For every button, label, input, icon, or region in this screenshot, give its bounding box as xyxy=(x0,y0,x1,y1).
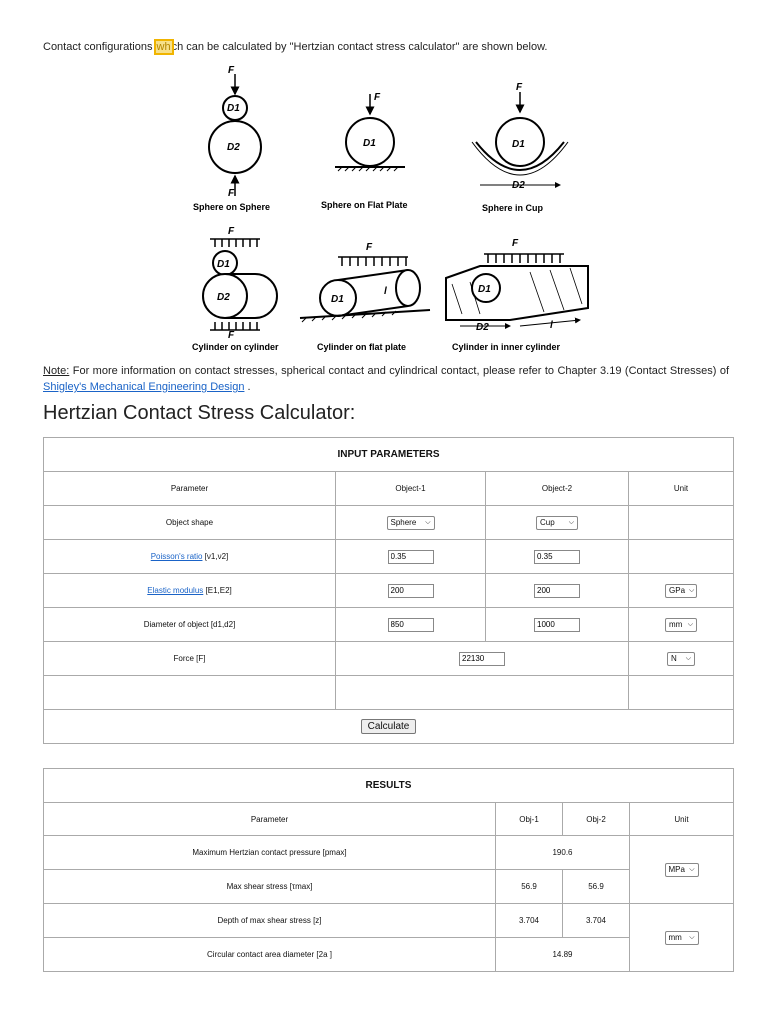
note-paragraph xyxy=(43,363,729,395)
force-input[interactable] xyxy=(459,652,505,666)
label-cylinder-in-inner-cylinder: Cylinder in inner cylinder xyxy=(452,342,561,352)
shape2-select[interactable]: Cup ⌵ xyxy=(536,516,578,530)
chevron-down-icon: ⌵ xyxy=(425,518,431,526)
sphere-in-cup-diagram xyxy=(472,82,568,213)
label-sphere-on-flat-plate: Sphere on Flat Plate xyxy=(321,200,408,210)
svg-text:D1: D1 xyxy=(478,284,491,295)
svg-text:F: F xyxy=(374,92,381,103)
area-value: 14.89 xyxy=(496,938,630,972)
depth1-value: 3.704 xyxy=(496,904,563,938)
poisson-link[interactable]: Poisson's ratio xyxy=(150,552,203,561)
svg-text:F: F xyxy=(228,330,235,341)
cylinder-in-inner-cylinder-diagram xyxy=(446,238,588,352)
sphere-on-flat-plate-diagram xyxy=(321,92,408,210)
results-header-obj1: Obj-1 xyxy=(496,803,563,836)
label-cylinder-on-cylinder: Cylinder on cylinder xyxy=(192,342,279,352)
chevron-down-icon: ⌵ xyxy=(685,654,692,662)
calculate-button[interactable]: Calculate xyxy=(361,719,417,734)
shigley-link[interactable]: Shigley's Mechanical Engineering Design xyxy=(43,381,245,393)
page-title: Hertzian Contact Stress Calculator: xyxy=(43,402,356,424)
poisson2-input[interactable] xyxy=(534,550,580,564)
pressure-unit-select[interactable]: MPa ⌵ xyxy=(665,863,699,877)
header-object-1: Object-1 xyxy=(336,472,486,506)
svg-text:D1: D1 xyxy=(331,294,344,305)
force-unit-select[interactable]: N ⌵ xyxy=(667,652,695,666)
pmax-value: 190.6 xyxy=(496,836,630,870)
cylinder-on-cylinder-diagram xyxy=(192,226,279,352)
tau2-value: 56.9 xyxy=(563,870,630,904)
svg-text:D2: D2 xyxy=(512,180,525,191)
svg-text:D1: D1 xyxy=(363,138,376,149)
d2-symbol: D2 xyxy=(227,142,240,153)
results-header-parameter: Parameter xyxy=(44,803,496,836)
diameter-unit-select[interactable]: mm ⌵ xyxy=(665,618,697,632)
tau-label: Max shear stress [τmax] xyxy=(44,870,496,904)
contact-configurations-figure xyxy=(180,58,600,358)
label-sphere-on-sphere: Sphere on Sphere xyxy=(193,202,271,212)
chevron-down-icon: ⌵ xyxy=(689,933,695,941)
results-title: RESULTS xyxy=(44,769,734,803)
header-parameter: Parameter xyxy=(44,472,336,506)
contact-diagrams xyxy=(180,58,600,358)
svg-text:F: F xyxy=(512,238,519,249)
svg-text:D2: D2 xyxy=(217,292,230,303)
shape1-select[interactable]: Sphere ⌵ xyxy=(387,516,435,530)
chevron-down-icon: ⌵ xyxy=(568,518,574,526)
svg-text:D1: D1 xyxy=(512,139,525,150)
chevron-down-icon: ⌵ xyxy=(687,620,694,628)
note-text: For more information on contact stresses, spherical contact and cylindrical contact, please refer to Chapter 3.19 (Contact Stresses) of xyxy=(69,365,729,377)
poisson1-input[interactable] xyxy=(388,550,434,564)
chevron-down-icon: ⌵ xyxy=(689,865,695,873)
depth2-value: 3.704 xyxy=(563,904,630,938)
tau1-value: 56.9 xyxy=(496,870,563,904)
intro-post: ch can be calculated by "Hertzian contact stress calculator" are shown below. xyxy=(171,41,548,53)
svg-text:l: l xyxy=(550,320,553,331)
diameter1-input[interactable] xyxy=(388,618,434,632)
svg-text:F: F xyxy=(228,188,235,199)
elastic2-input[interactable] xyxy=(534,584,580,598)
area-label: Circular contact area diameter [2a ] xyxy=(44,938,496,972)
elastic1-input[interactable] xyxy=(388,584,434,598)
svg-text:F: F xyxy=(366,242,373,253)
note-end: . xyxy=(244,381,251,393)
svg-text:D2: D2 xyxy=(476,322,489,333)
svg-text:D1: D1 xyxy=(217,259,230,270)
elastic-unit-select[interactable]: GPa ⌵ xyxy=(665,584,697,598)
intro-text xyxy=(43,41,547,53)
diameter2-input[interactable] xyxy=(534,618,580,632)
depth-label: Depth of max shear stress [z] xyxy=(44,904,496,938)
shape-label: Object shape xyxy=(44,506,336,540)
diameter-label: Diameter of object [d1,d2] xyxy=(44,608,336,642)
header-unit: Unit xyxy=(629,472,734,506)
results-table xyxy=(43,768,734,972)
force-symbol: F xyxy=(228,65,235,76)
svg-text:F: F xyxy=(516,82,523,93)
elastic-link[interactable]: Elastic modulus xyxy=(147,586,204,595)
chevron-down-icon: ⌵ xyxy=(689,586,695,594)
sphere-on-sphere-diagram xyxy=(193,65,270,212)
force-label: Force [F] xyxy=(44,642,336,676)
note-label: Note: xyxy=(43,365,70,377)
poisson-label: Poisson's ratio [ν1,ν2] xyxy=(44,540,336,574)
search-highlight: wh xyxy=(156,41,171,53)
label-sphere-in-cup: Sphere in Cup xyxy=(482,203,544,213)
results-header-obj2: Obj-2 xyxy=(563,803,630,836)
input-title: INPUT PARAMETERS xyxy=(44,438,734,472)
pmax-label: Maximum Hertzian contact pressure [pmax] xyxy=(44,836,496,870)
elastic-label: Elastic modulus [E1,E2] xyxy=(44,574,336,608)
svg-text:F: F xyxy=(228,226,235,237)
results-header-unit: Unit xyxy=(630,803,734,836)
d1-symbol: D1 xyxy=(227,103,240,114)
input-parameters-table xyxy=(43,437,734,744)
cylinder-on-flat-plate-diagram xyxy=(300,242,430,352)
length-unit-select[interactable]: mm ⌵ xyxy=(665,931,699,945)
length-symbol: l xyxy=(384,286,387,297)
label-cylinder-on-flat-plate: Cylinder on flat plate xyxy=(317,342,407,352)
intro-pre: Contact configurations xyxy=(43,41,156,53)
header-object-2: Object-2 xyxy=(486,472,629,506)
